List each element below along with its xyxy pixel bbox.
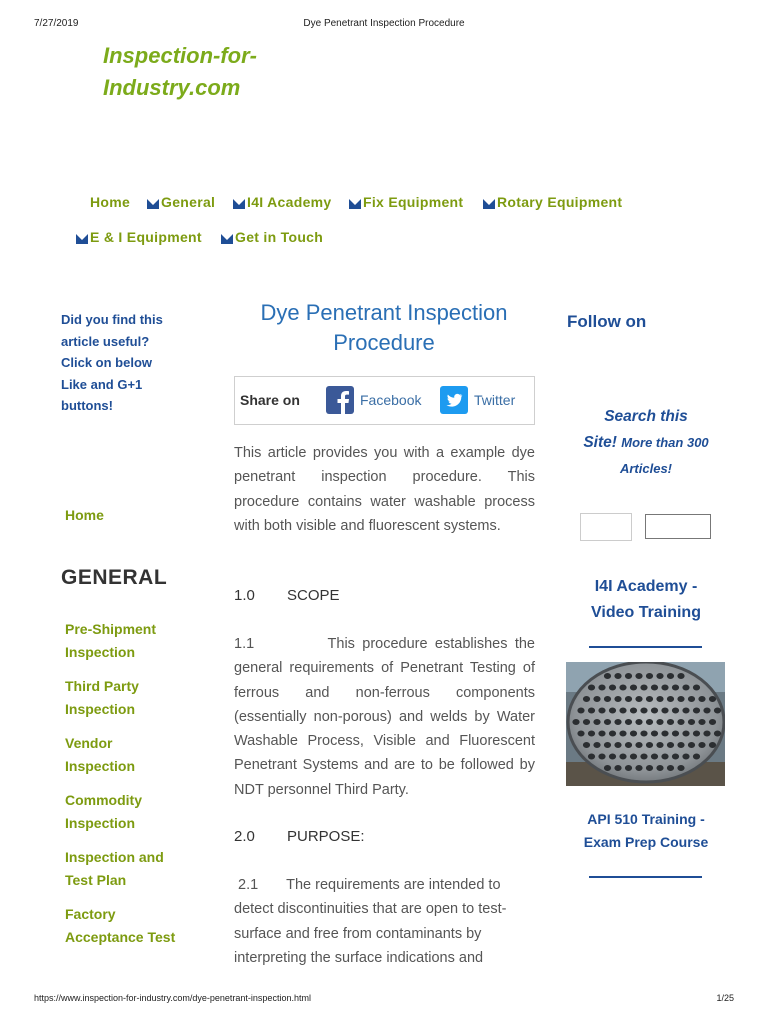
sidebar-link-fat[interactable] [65,903,205,949]
site-title-line1: Inspection-for- [103,43,257,68]
share-label: Share on [240,392,300,408]
link-line: Commodity [65,792,142,808]
promo-line: Click on below [61,355,153,370]
search-input[interactable] [580,513,632,541]
section-number: 1.0 [234,587,255,604]
article-title [234,298,534,358]
envelope-icon [349,199,361,209]
facebook-share-button[interactable] [326,386,421,414]
tube-sheet-image [566,662,725,786]
follow-on-heading: Follow on [567,312,647,331]
print-footer [0,993,768,1007]
envelope-icon [483,199,495,209]
article-title-line2: Procedure [333,330,435,355]
sidebar-link-third-party[interactable] [65,675,205,721]
share-box [234,376,535,425]
envelope-icon [233,199,245,209]
print-date: 7/27/2019 [34,18,79,29]
academy-line1: I4I Academy - [594,578,698,595]
facebook-icon [326,386,354,414]
article-title-line1: Dye Penetrant Inspection [260,300,508,325]
search-button[interactable] [645,514,711,539]
api510-training-link[interactable] [572,808,720,854]
promo-line: Like and G+1 [61,376,143,392]
print-header [0,18,768,32]
search-heading-line1: Search this [604,408,688,425]
link-line: Third Party [65,678,139,694]
twitter-label: Twitter [474,392,516,408]
section-title: SCOPE [287,587,340,604]
nav-ei-equipment[interactable] [76,229,202,245]
api-line2: Exam Prep Course [583,834,709,850]
divider [589,876,702,878]
promo-line: article useful? [61,333,150,349]
nav-academy-label: I4I Academy [247,194,332,210]
search-heading-line2 [570,430,722,456]
link-line: Inspection [65,701,136,717]
link-line: Inspection [65,815,136,831]
nav-fix-equipment-label: Fix Equipment [363,194,464,210]
link-line: Factory [65,906,116,922]
print-doc-title: Dye Penetrant Inspection Procedure [303,18,465,29]
link-line: Acceptance Test [65,929,176,945]
nav-home-label: Home [90,194,131,210]
envelope-icon [76,234,88,244]
tube-sheet-photo[interactable] [566,662,725,786]
like-promo-text [61,309,191,417]
nav-fix-equipment[interactable] [349,194,463,210]
sidebar-link-commodity[interactable] [65,789,205,835]
promo-line: Did you find this [61,312,163,327]
section-number: 2.0 [234,828,255,845]
link-line: Inspection [65,758,136,774]
academy-line2: Video Training [591,604,701,621]
promo-line: buttons! [61,398,113,413]
general-heading: GENERAL [61,566,168,589]
sidebar-link-vendor[interactable] [65,732,205,778]
search-heading-more: More than 300 [621,435,709,450]
divider [589,646,702,648]
article-para-1-1: 1.1 This procedure establishes the general requirements of Penetrant Testing of ferrous and non-ferrous components (essentially non-porous) and welds by Water Washable Process, Visible and Fluorescent Penetrant Systems and are to be followed by NDT personnel Third Party. [234,636,535,798]
nav-general-label: General [161,194,216,210]
envelope-icon [221,234,233,244]
link-line: Pre-Shipment [65,621,157,637]
article-para-2-1: 2.1 The requirements are intended to detect discontinuities that are open to test-surface and free from contaminants by interpreting the surface indications and [234,877,507,966]
nav-rotary-equipment-label: Rotary Equipment [497,194,623,210]
nav-academy[interactable] [233,194,332,210]
link-line: Inspection [65,644,136,660]
nav-general[interactable] [147,194,215,210]
sidebar-link-home[interactable]: Home [65,507,104,523]
api-line1: API 510 Training - [587,811,705,827]
section-title: PURPOSE: [287,828,365,845]
link-line: Vendor [65,735,113,751]
section-heading-purpose [234,828,365,845]
facebook-label: Facebook [360,392,422,408]
twitter-share-button[interactable] [440,386,515,414]
search-heading-site: Site! [583,434,617,451]
nav-get-in-touch-label: Get in Touch [235,229,324,245]
site-logo-title[interactable] [103,40,303,104]
nav-get-in-touch[interactable] [221,229,323,245]
print-url: https://www.inspection-for-industry.com/dye-penetrant-inspection.html [34,993,311,1003]
sidebar-link-itp[interactable] [65,846,205,892]
envelope-icon [147,199,159,209]
nav-ei-equipment-label: E & I Equipment [90,229,202,245]
search-heading-line3: Articles! [619,461,673,476]
search-site-heading [570,404,722,482]
academy-video-link[interactable] [572,574,720,626]
nav-home[interactable] [90,194,130,210]
link-line: Inspection and [65,849,164,865]
site-title-line2: Industry.com [103,75,241,100]
sidebar-link-pre-shipment[interactable] [65,618,205,664]
twitter-icon [440,386,468,414]
article-intro: This article provides you with a example dye penetrant inspection procedure. This procedure contains water washable process with both visible and fluorescent systems. [234,445,535,534]
link-line: Test Plan [65,872,127,888]
nav-rotary-equipment[interactable] [483,194,622,210]
print-page-number: 1/25 [716,993,734,1003]
section-heading-scope [234,587,340,604]
